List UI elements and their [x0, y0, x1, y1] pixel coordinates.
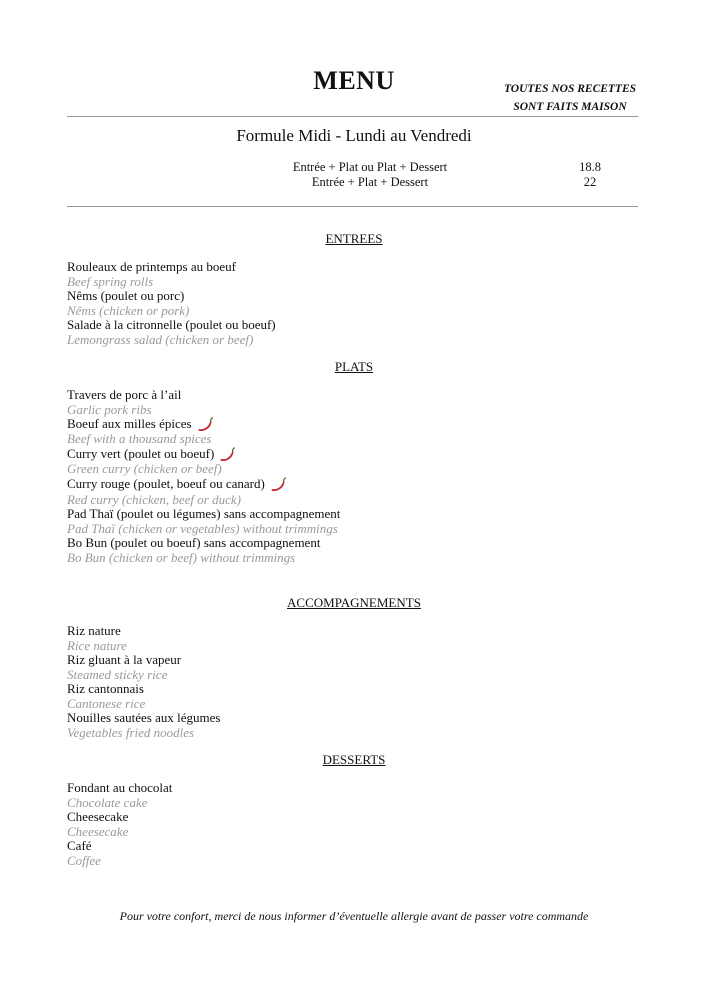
dish-name: Bo Bun (poulet ou boeuf) sans accompagnement — [67, 535, 321, 550]
formule-option — [0, 175, 708, 190]
allergy-notice: Pour votre confort, merci de nous informer d’éventuelle allergie avant de passer votre commande — [119, 909, 589, 923]
dish-name: Nêms (poulet ou porc) — [67, 288, 185, 303]
dish-name: Nouilles sautées aux légumes — [67, 710, 221, 725]
dish-translation: Beef with a thousand spices — [67, 430, 212, 446]
section-accompagnements — [67, 624, 627, 740]
chili-pepper-icon — [269, 477, 287, 492]
dish-name-text: Curry rouge (poulet, boeuf ou canard) — [67, 476, 265, 492]
dish-name: Riz gluant à la vapeur — [67, 652, 182, 667]
section-title-accompagnements: ACCOMPAGNEMENTS — [287, 595, 421, 610]
dish-translation: Cantonese rice — [67, 695, 146, 711]
dish-translation: Lemongrass salad (chicken or beef) — [67, 331, 254, 347]
divider — [67, 116, 638, 117]
dish-translation: Bo Bun (chicken or beef) without trimmings — [67, 549, 296, 565]
section-entrees — [67, 260, 627, 347]
dish-name: Riz cantonnais — [67, 681, 144, 696]
tagline-line-2: SONT FAITS MAISON — [513, 101, 627, 113]
dish-name: Riz nature — [67, 623, 121, 638]
dish-translation: Steamed sticky rice — [67, 666, 168, 682]
section-title-entrees: ENTREES — [325, 231, 383, 246]
section-desserts — [67, 781, 627, 868]
dish-name-text: Curry vert (poulet ou boeuf) — [67, 445, 215, 461]
section-plats — [67, 388, 627, 565]
dish-name — [67, 446, 627, 462]
dish-name: Pad Thaï (poulet ou légumes) sans accompagnement — [67, 506, 341, 521]
dish-name: Café — [67, 838, 92, 853]
dish-name-text: Boeuf aux milles épices — [67, 416, 192, 431]
dish-name: Cheesecake — [67, 809, 129, 824]
dish-translation: Nêms (chicken or pork) — [67, 302, 190, 318]
divider — [67, 206, 638, 207]
dish-translation: Red curry (chicken, beef or duck) — [67, 491, 241, 507]
dish-name: Salade à la citronnelle (poulet ou boeuf) — [67, 317, 276, 332]
dish-translation: Garlic pork ribs — [67, 401, 152, 417]
formule-title: Formule Midi - Lundi au Vendredi — [236, 126, 472, 145]
dish-translation: Green curry (chicken or beef) — [67, 461, 222, 476]
formule-option-label: Entrée + Plat ou Plat + Dessert — [292, 160, 448, 174]
dish-name — [67, 388, 627, 403]
dish-name — [67, 477, 627, 493]
dish-translation: Beef spring rolls — [67, 273, 154, 289]
formule-option-price: 22 — [583, 175, 597, 189]
dish-translation: Rice nature — [67, 637, 127, 653]
chili-pepper-icon — [196, 417, 214, 432]
section-title-desserts: DESSERTS — [322, 752, 386, 767]
homemade-tagline — [490, 80, 650, 116]
dish-name — [67, 417, 627, 432]
dish-translation: Pad Thaï (chicken or vegetables) without trimmings — [67, 520, 338, 536]
formule-option — [0, 160, 708, 175]
dish-translation: Chocolate cake — [67, 794, 148, 810]
formule-option-label: Entrée + Plat + Dessert — [311, 175, 429, 189]
dish-translation: Coffee — [67, 852, 101, 868]
dish-name: Fondant au chocolat — [67, 780, 173, 795]
chili-pepper-icon — [218, 447, 236, 462]
dish-name-text: Travers de porc à l’ail — [67, 387, 182, 402]
dish-translation: Vegetables fried noodles — [67, 724, 195, 740]
formule-option-price: 18.8 — [579, 160, 601, 174]
dish-translation: Cheesecake — [67, 823, 129, 839]
tagline-line-1: TOUTES NOS RECETTES — [503, 83, 637, 95]
menu-title: MENU — [313, 66, 395, 95]
section-title-plats: PLATS — [334, 359, 374, 374]
dish-name: Rouleaux de printemps au boeuf — [67, 259, 236, 274]
